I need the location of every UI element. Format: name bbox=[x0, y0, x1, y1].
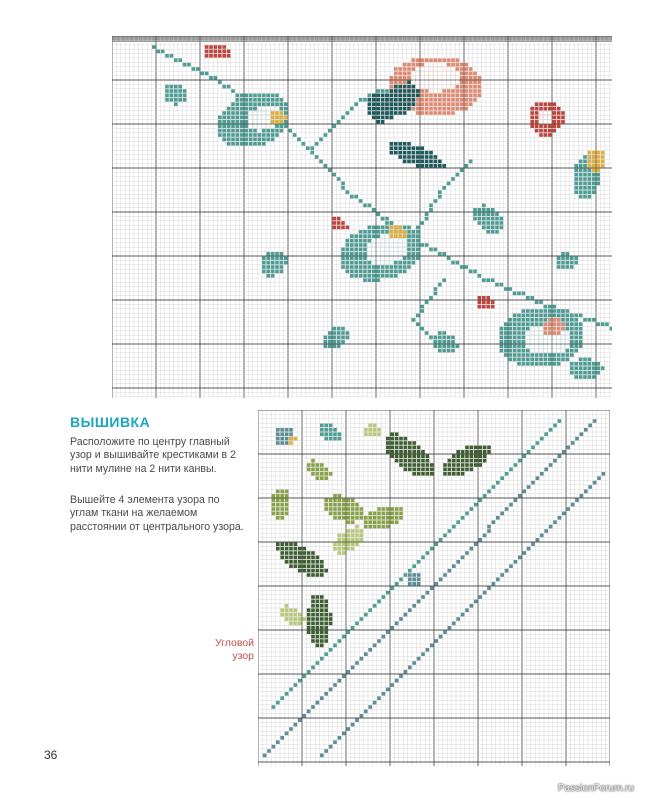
watermark: PassionForum.ru bbox=[557, 783, 634, 794]
caption-line-2: узор bbox=[232, 650, 254, 662]
corner-pattern-caption bbox=[196, 637, 254, 663]
main-pattern-chart bbox=[112, 36, 612, 398]
corner-pattern-chart bbox=[258, 410, 610, 766]
grid-lines bbox=[258, 410, 610, 766]
instruction-paragraph-2: Вышейте 4 элемента узора по углам ткани на желаемом расстоянии от центрального узора. bbox=[70, 494, 244, 533]
instruction-paragraph-1: Расположите по центру главный узор и вышивайте крестиками в 2 нити мулине на 2 нити канвы. bbox=[70, 436, 237, 475]
section-title: ВЫШИВКА bbox=[70, 414, 151, 430]
page-number: 36 bbox=[44, 748, 58, 762]
caption-line-1: Угловой bbox=[214, 637, 254, 649]
corner-pattern-grid bbox=[258, 410, 610, 766]
main-pattern-grid bbox=[112, 36, 612, 398]
grid-lines bbox=[112, 36, 612, 398]
